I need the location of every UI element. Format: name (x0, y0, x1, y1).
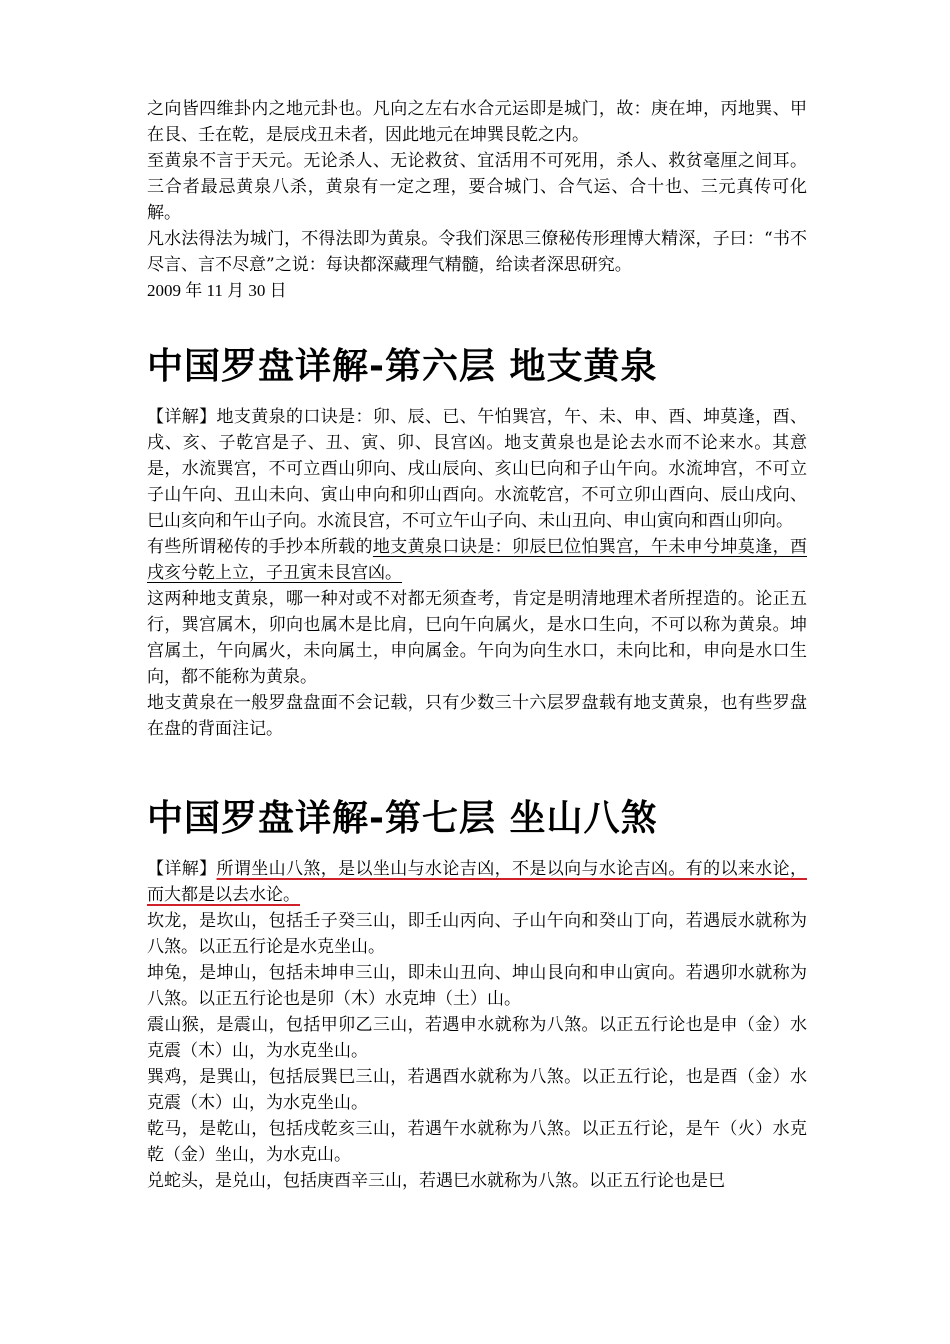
section7-paragraph-2: 坎龙，是坎山，包括壬子癸三山，即壬山丙向、子山午向和癸山丁向，若遇辰水就称为八煞。以正五行论是水克坐山。 (147, 911, 807, 957)
section7-paragraph-5: 巽鸡，是巽山，包括辰巽巳三山，若遇酉水就称为八煞。以正五行论，也是酉（金）水克震（木）山，为水克坐山。 (147, 1067, 807, 1113)
section6-paragraph-1: 【详解】地支黄泉的口诀是：卯、辰、已、午怕巽宫，午、未、申、酉、坤莫逢，酉、戌、亥、子乾宫是子、丑、寅、卯、艮宫凶。地支黄泉也是论去水而不论来水。其意是，水流巽宫，不可立酉山卯向、戌山辰向、亥山巳向和子山午向。水流坤宫，不可立子山午向、丑山未向、寅山申向和卯山酉向。水流乾宫，不可立卯山酉向、辰山戌向、巳山亥向和午山子向。水流艮宫，不可立午山子向、未山丑向、申山寅向和酉山卯向。 (147, 407, 807, 531)
section7-title: 中国罗盘详解-第七层 坐山八煞 (147, 798, 658, 839)
section7-paragraph-6: 乾马，是乾山，包括戌乾亥三山，若遇午水就称为八煞。以正五行论，是午（火）水克乾（金）坐山，为水克山。 (147, 1119, 807, 1165)
intro-paragraph-3: 凡水法得法为城门，不得法即为黄泉。令我们深思三僚秘传形理博大精深，子曰：“书不尽言、言不尽意”之说：每诀都深藏理气精髓，给读者深思研究。 (147, 229, 807, 275)
document-page (147, 96, 807, 1194)
section7-paragraph-1-lead: 【详解】 (147, 859, 217, 879)
section7-paragraph-7: 兑蛇头，是兑山，包括庚酉辛三山，若遇巳水就称为八煞。以正五行论也是巳 (147, 1171, 725, 1191)
section6-paragraph-2 (147, 534, 807, 586)
section7-paragraph-1 (147, 856, 807, 908)
section6-paragraph-3: 这两种地支黄泉，哪一种对或不对都无须查考，肯定是明清地理术者所捏造的。论正五行，巽宫属木，卯向也属木是比肩，巳向午向属火，是水口生向，不可以称为黄泉。坤宫属土，午向属火，未向属土，申向属金。午向为向生水口，未向比和，申向是水口生向，都不能称为黄泉。 (147, 589, 807, 687)
section6-paragraph-4: 地支黄泉在一般罗盘盘面不会记载，只有少数三十六层罗盘载有地支黄泉，也有些罗盘在盘的背面注记。 (147, 693, 807, 739)
intro-paragraph-1: 之向皆四维卦内之地元卦也。凡向之左右水合元运即是城门，故：庚在坤，丙地巽、甲在艮、壬在乾，是辰戌丑未者，因此地元在坤巽艮乾之内。 (147, 99, 807, 145)
section6-title: 中国罗盘详解-第六层 地支黄泉 (147, 346, 658, 387)
intro-paragraph-2: 至黄泉不言于天元。无论杀人、无论救贫、宜活用不可死用，杀人、救贫毫厘之间耳。三合者最忌黄泉八杀，黄泉有一定之理，要合城门、合气运、合十也、三元真传可化解。 (147, 151, 807, 223)
section6-underlined-verse: 地支黄泉口诀是：卯辰巳位怕巽宫，午未申兮坤莫逢，酉戌亥兮乾上立，子丑寅未艮宫凶。 (147, 537, 808, 583)
section7-paragraph-3: 坤兔，是坤山，包括未坤申三山，即未山丑向、坤山艮向和申山寅向。若遇卯水就称为八煞。以正五行论也是卯（木）水克坤（土）山。 (147, 963, 807, 1009)
section7-paragraph-4: 震山猴，是震山，包括甲卯乙三山，若遇申水就称为八煞。以正五行论也是申（金）水克震（木）山，为水克坐山。 (147, 1015, 807, 1061)
section7-underlined-text: 所谓坐山八煞，是以坐山与水论吉凶，不是以向与水论吉凶。有的以来水论，而大都是以去水论。 (147, 859, 808, 905)
section6-paragraph-2-lead: 有些所谓秘传的手抄本所载的 (147, 537, 373, 557)
intro-date: 2009 年 11 月 30 日 (147, 281, 287, 300)
